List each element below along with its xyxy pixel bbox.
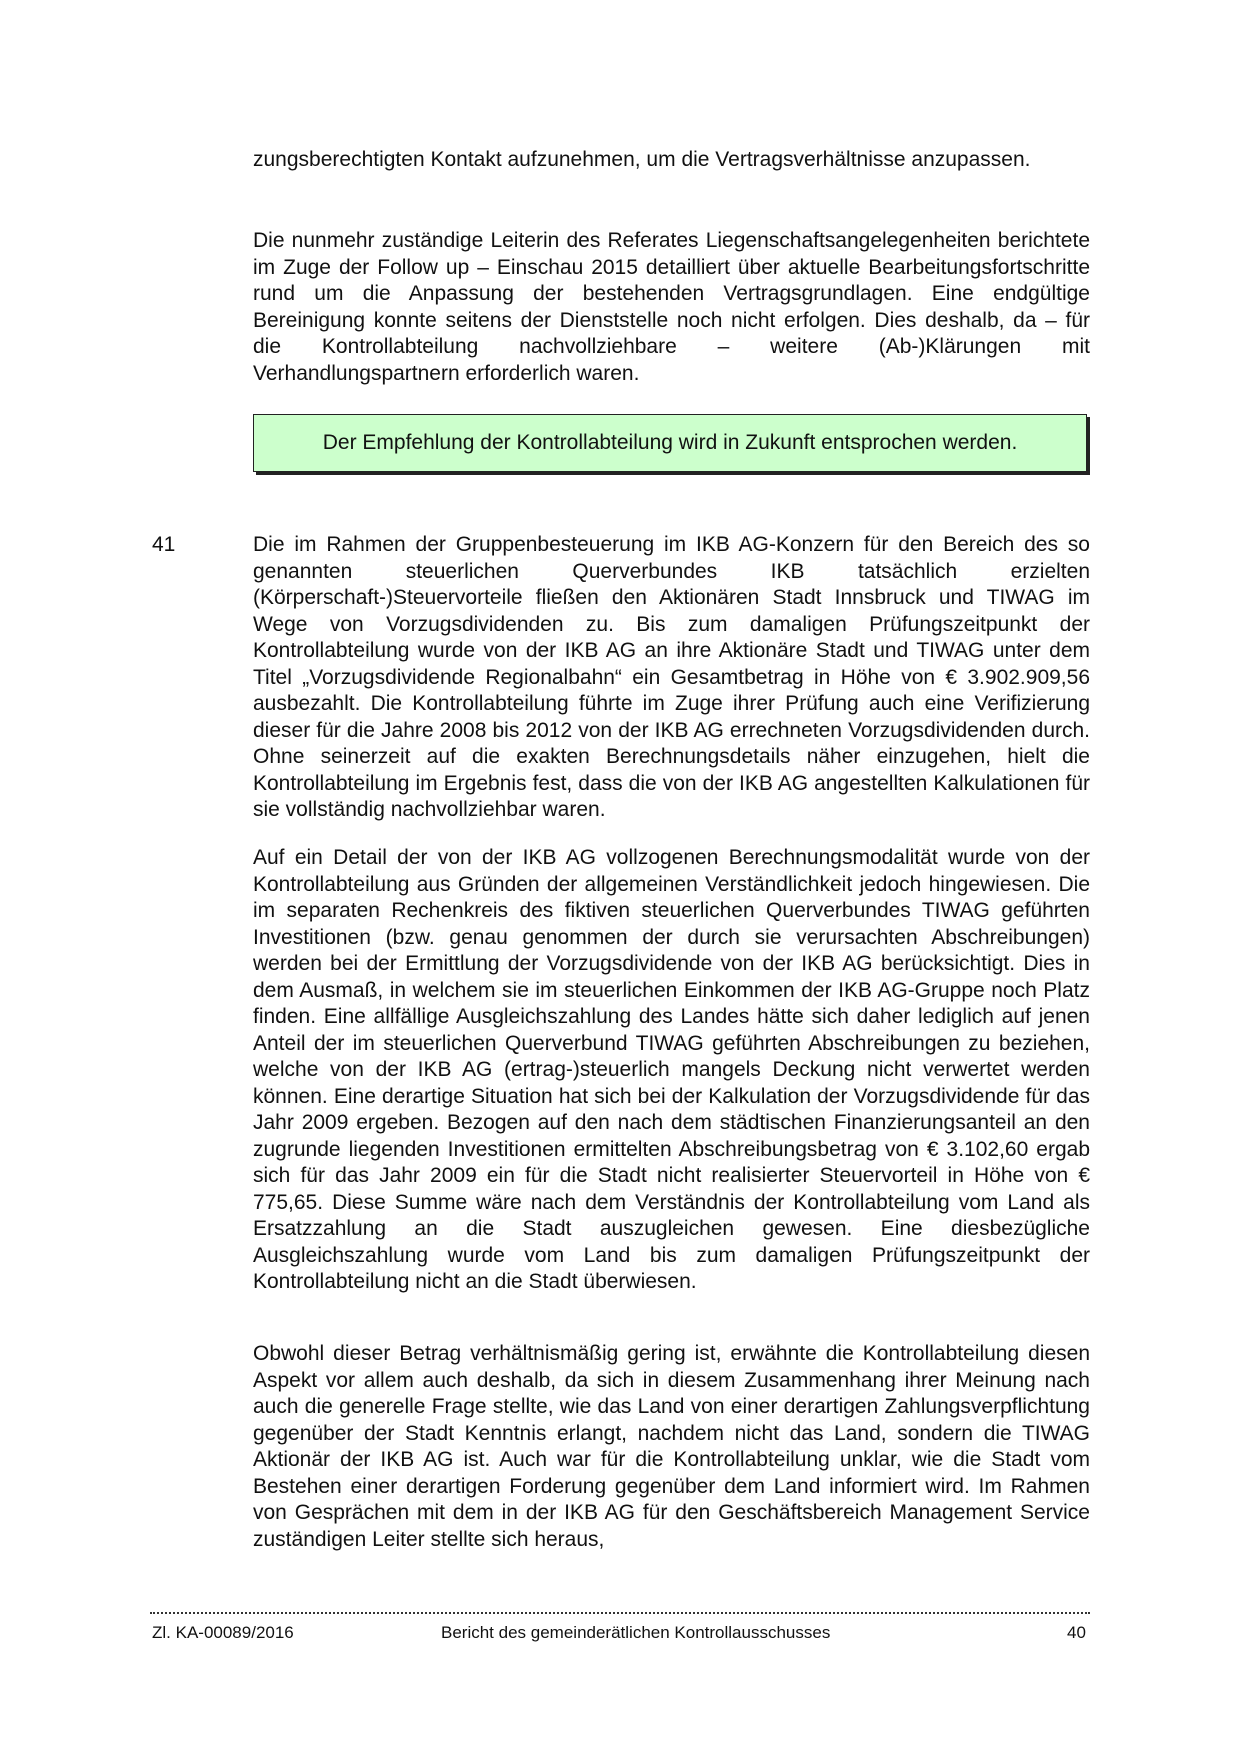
page-number: 40 xyxy=(1067,1623,1086,1642)
section-number: 41 xyxy=(152,533,176,556)
recommendation-text: Der Empfehlung der Kontrollabteilung wird in Zukunft entsprochen werden. xyxy=(322,431,1018,454)
paragraph-calculation-detail: Auf ein Detail der von der IKB AG vollzogenen Berechnungsmodalität wurde von der Kontrollabteilung aus Gründen der allgemeinen Verständlichkeit jedoch hingewiesen. Die im separaten Rechenkreis des fiktiven steuerlichen Querverbundes TIWAG geführten Investitionen (bzw. genau genommen der durch sie verursachten Abschreibungen) werden bei der Ermittlung der Vorzugsdividende von der IKB AG berücksichtigt. Dies in dem Ausmaß, in welchem sie im steuerlichen Einkommen der IKB AG-Gruppe noch Platz finden. Eine allfällige Ausgleichszahlung des Landes hätte sich daher lediglich auf jenen Anteil der im steuerlichen Querverbund TIWAG geführten Abschreibungen zu beziehen, welche von der IKB AG (ertrag-)steuerlich mangels Deckung nicht verwertet werden können. Eine derartige Situation hat sich bei der Kalkulation der Vorzugsdividende für das Jahr 2009 ergeben. Bezogen auf den nach dem städtischen Finanzierungsanteil an den zugrunde liegenden Investitionen ermittelten Abschreibungsbetrag von € 3.102,60 ergab sich für das Jahr 2009 ein für die Stadt nicht realisierter Steuervorteil in Höhe von € 775,65. Diese Summe wäre nach dem Verständnis der Kontrollabteilung vom Land als Ersatzzahlung an die Stadt auszugleichen gewesen. Eine diesbezügliche Ausgleichszahlung wurde vom Land bis zum damaligen Prüfungszeitpunkt der Kontrollabteilung nicht an die Stadt überwiesen. xyxy=(253,846,1090,1293)
paragraph-payment-obligation: Obwohl dieser Betrag verhältnismäßig gering ist, erwähnte die Kontrollabteilung diesen Aspekt vor allem auch deshalb, da sich in diesem Zusammenhang ihrer Meinung nach auch die generelle Frage stellte, wie das Land von einer derartigen Zahlungsverpflichtung gegenüber der Stadt Kenntnis erlangt, nachdem nicht das Land, sondern die TIWAG Aktionär der IKB AG ist. Auch war für die Kontrollabteilung unklar, wie die Stadt vom Bestehen einer derartigen Forderung gegenüber dem Land informiert wird. Im Rahmen von Gesprächen mit dem in der IKB AG für den Geschäftsbereich Management Service zuständigen Leiter stellte sich heraus, xyxy=(253,1342,1090,1551)
footer-title: Bericht des gemeinderätlichen Kontrollausschusses xyxy=(441,1623,831,1642)
footer-reference: Zl. KA-00089/2016 xyxy=(152,1623,294,1642)
paragraph-follow-up: Die nunmehr zuständige Leiterin des Referates Liegenschaftsangelegenheiten berichtete im Zuge der Follow up – Einschau 2015 detailliert über aktuelle Bearbeitungsfortschritte rund um die Anpassung der bestehenden Vertragsgrundlagen. Eine endgültige Bereinigung konnte seitens der Dienststelle noch nicht erfolgen. Dies deshalb, da – für die Kontrollabteilung nachvollziehbare – weitere (Ab-)Klärungen mit Verhandlungspartnern erforderlich waren. xyxy=(253,229,1090,385)
paragraph-continuation: zungsberechtigten Kontakt aufzunehmen, um die Vertragsverhältnisse anzupassen. xyxy=(253,148,1031,171)
recommendation-box xyxy=(253,414,1087,472)
paragraph-group-taxation: Die im Rahmen der Gruppenbesteuerung im IKB AG-Konzern für den Bereich des so genannten steuerlichen Querverbundes IKB tatsächlich erzielten (Körperschaft-)Steuervorteile fließen den Aktionären Stadt Innsbruck und TIWAG im Wege von Vorzugsdividenden zu. Bis zum damaligen Prüfungszeitpunkt der Kontrollabteilung wurde von der IKB AG an ihre Aktionäre Stadt und TIWAG unter dem Titel „Vorzugsdividende Regionalbahn“ ein Gesamtbetrag in Höhe von € 3.902.909,56 ausbezahlt. Die Kontrollabteilung führte im Zuge ihrer Prüfung auch eine Verifizierung dieser für die Jahre 2008 bis 2012 von der IKB AG errechneten Vorzugsdividenden durch. Ohne seinerzeit auf die exakten Berechnungsdetails näher einzugehen, hielt die Kontrollabteilung im Ergebnis fest, dass die von der IKB AG angestellten Kalkulationen für sie vollständig nachvollziehbar waren. xyxy=(253,533,1090,821)
footer-divider xyxy=(150,1612,1090,1614)
